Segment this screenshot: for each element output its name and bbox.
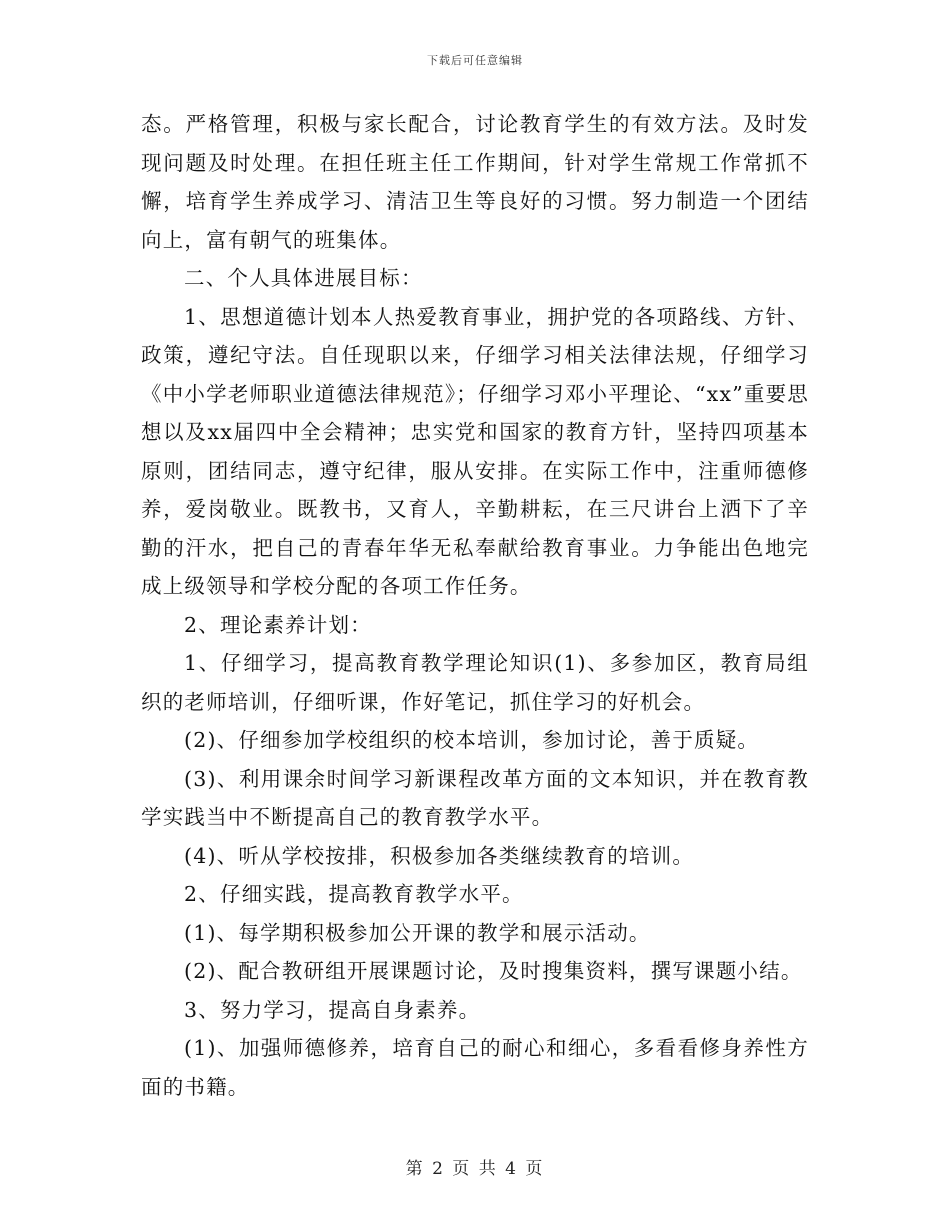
paragraph-item-curriculum-reform: (3)、利用课余时间学习新课程改革方面的文本知识，并在教育教学实践当中不断提高自己的教育教学水平。 <box>141 766 809 829</box>
page-header-note: 下载后可任意编辑 <box>427 54 523 67</box>
paragraph-item-open-class: (1)、每学期积极参加公开课的教学和展示活动。 <box>184 920 651 945</box>
page-number: 第 2 页 共 4 页 <box>405 1159 545 1179</box>
section-heading-personal-goals: 二、个人具体进展目标： <box>184 266 423 290</box>
paragraph-item-research-topic: (2)、配合教研组开展课题讨论，及时搜集资料，撰写课题小结。 <box>184 959 803 983</box>
section-heading-self-improvement: 3、努力学习，提高自身素养。 <box>184 997 481 1022</box>
paragraph-study-training: 1、仔细学习，提高教育教学理论知识(1)、多参加区，教育局组织的老师培训，仔细听课，作好笔记，抓住学习的好机会。 <box>141 651 809 714</box>
section-heading-theory-plan: 2、理论素养计划： <box>184 612 372 637</box>
paragraph-continuation: 态。严格管理，积极与家长配合，讨论教育学生的有效方法。及时发现问题及时处理。在担任班主任工作期间，针对学生常规工作常抓不懈，培育学生养成学习、清洁卫生等良好的习惯。努力制造一个团结向上，富有朝气的班集体。 <box>141 112 809 252</box>
paragraph-moral-plan: 1、思想道德计划本人热爱教育事业，拥护党的各项路线、方针、政策，遵纪守法。自任现职以来，仔细学习相关法律法规，仔细学习《中小学老师职业道德法律规范》；仔细学习邓小平理论、“xx”重要思想以及xx届四中全会精神；忠实党和国家的教育方针，坚持四项基本原则，团结同志，遵守纪律，服从安排。在实际工作中，注重师德修养，爱岗敬业。既教书，又育人，辛勤耕耘，在三尺讲台上洒下了辛勤的汗水，把自己的青春年华无私奉献给教育事业。力争能出色地完成上级领导和学校分配的各项工作任务。 <box>141 304 809 598</box>
paragraph-item-continuing-education: (4)、听从学校按排，积极参加各类继续教育的培训。 <box>184 843 695 868</box>
paragraph-item-school-training: (2)、仔细参加学校组织的校本培训，参加讨论，善于质疑。 <box>184 728 760 752</box>
paragraph-item-ethics: (1)、加强师德修养，培育自己的耐心和细心，多看看修身养性方面的书籍。 <box>141 1036 809 1099</box>
section-heading-practice: 2、仔细实践，提高教育教学水平。 <box>184 882 524 906</box>
document-body <box>141 105 809 1106</box>
